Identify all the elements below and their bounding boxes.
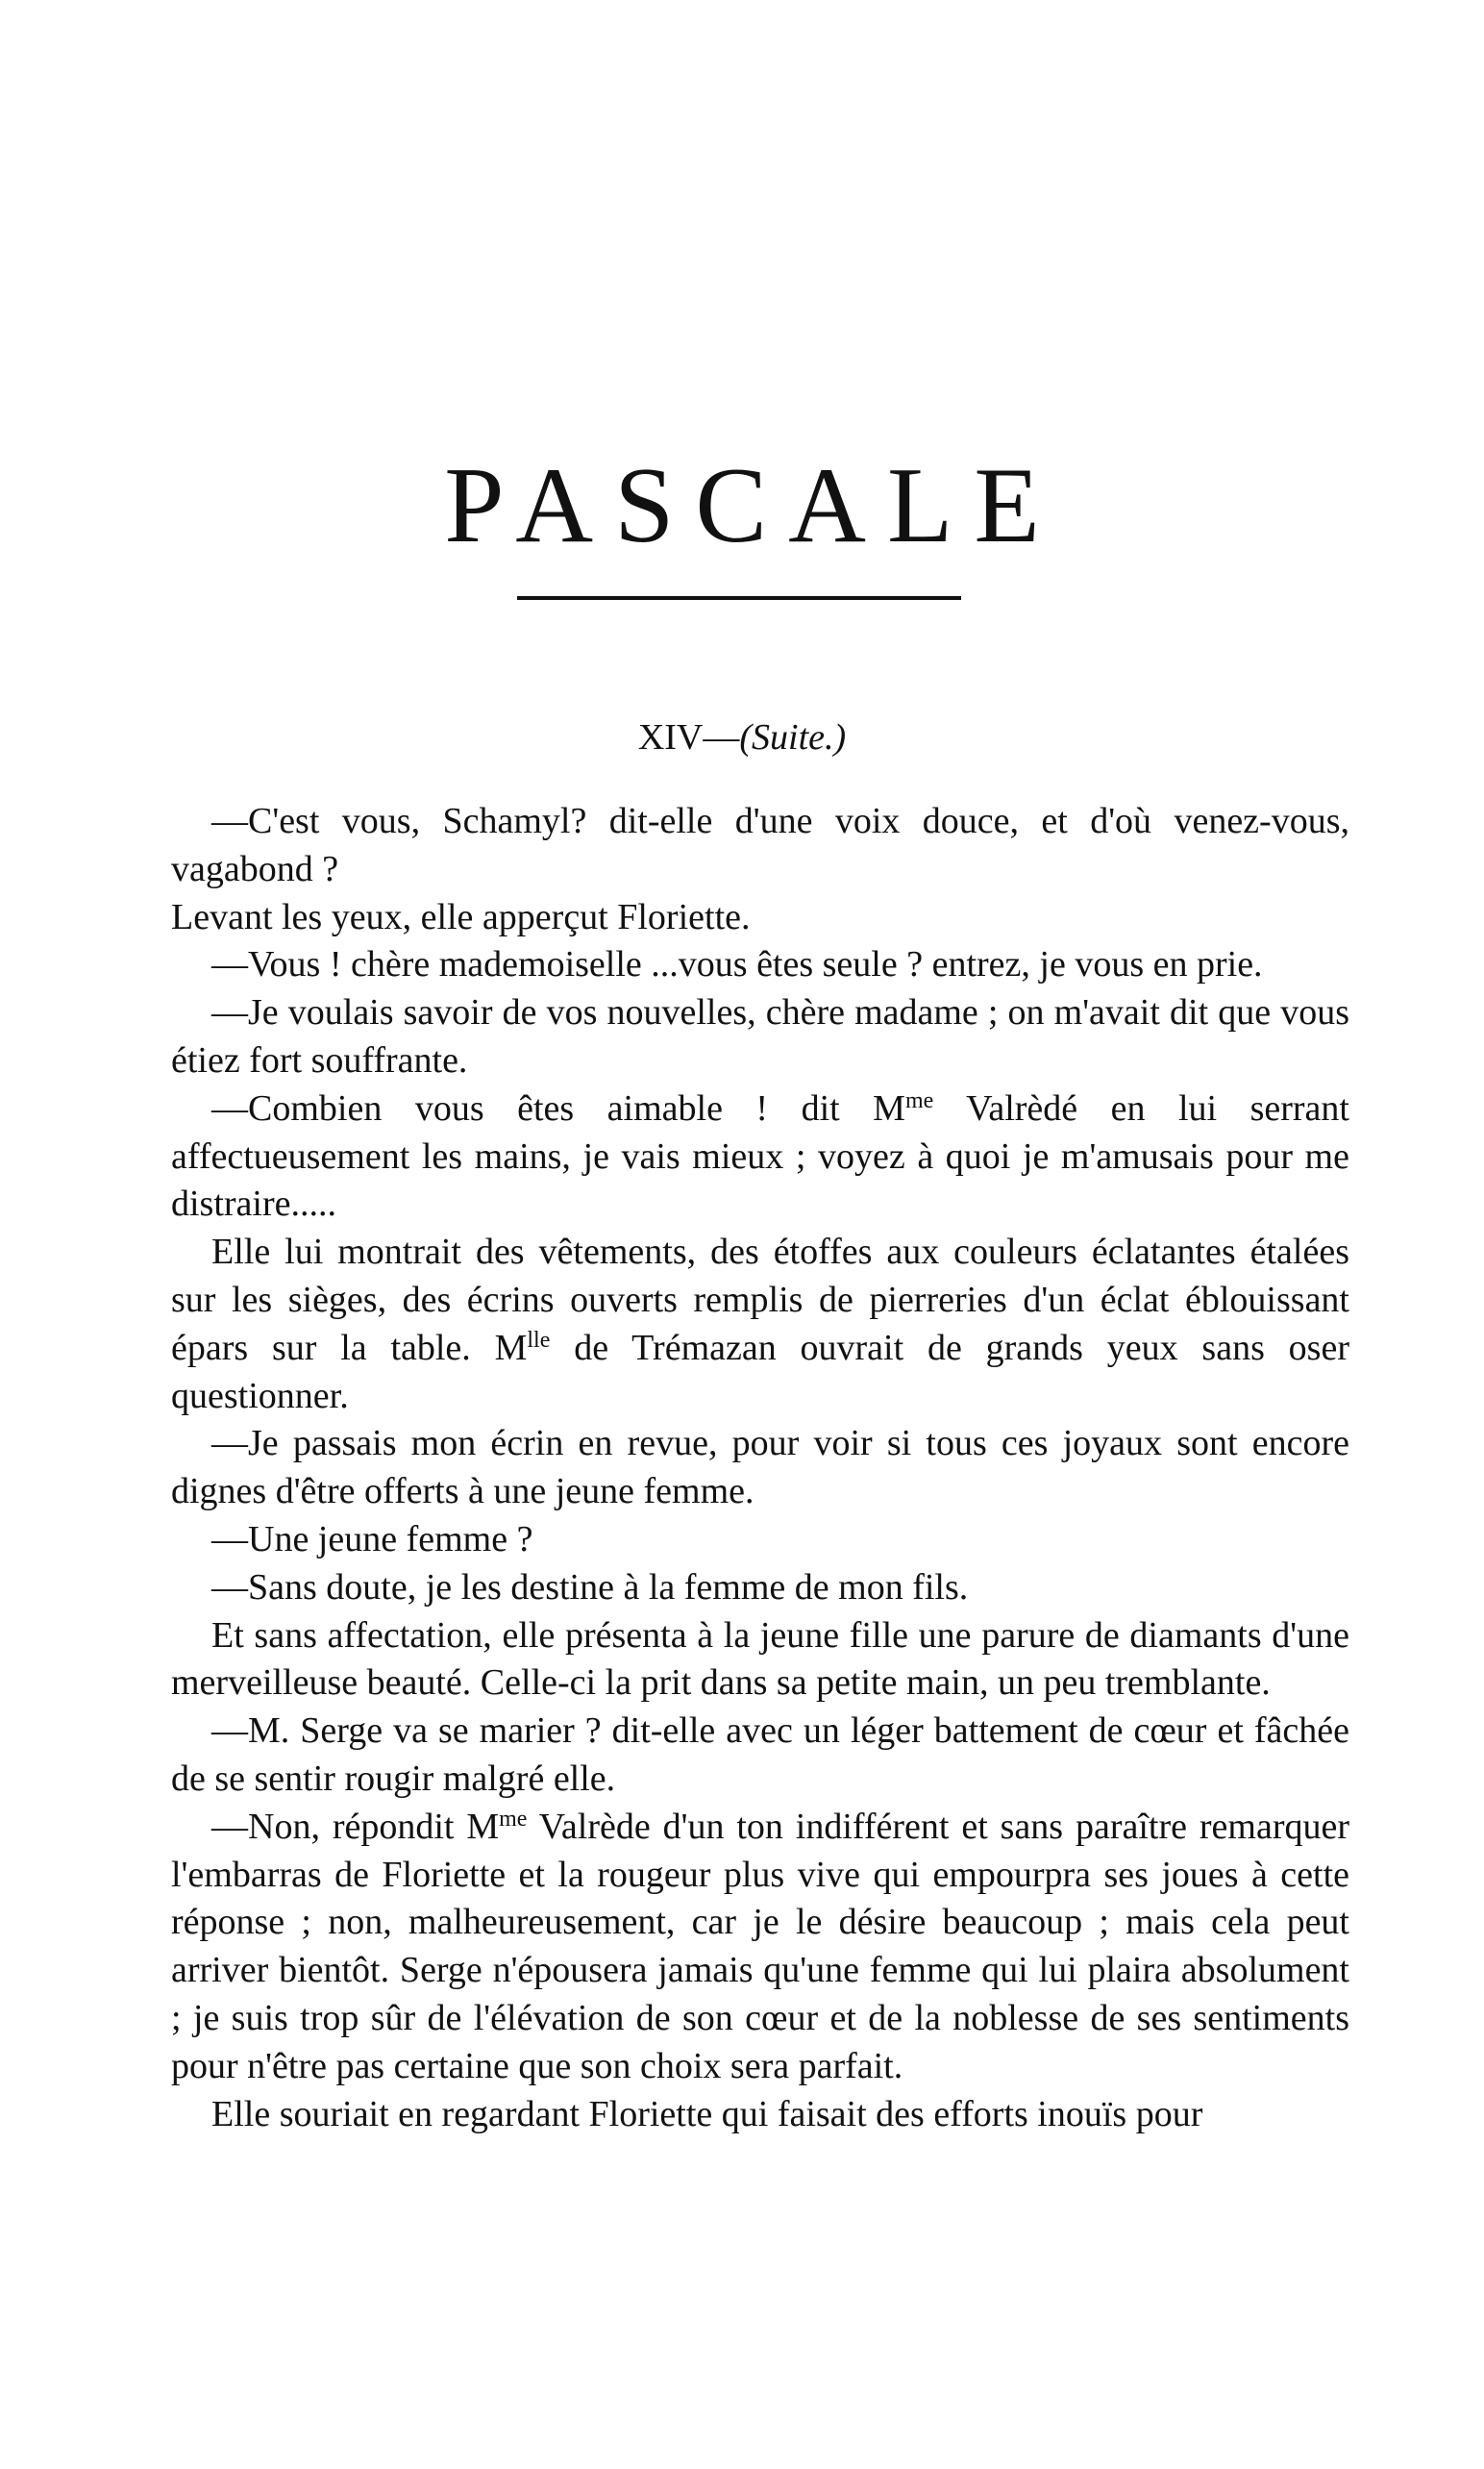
chapter-subtitle: (Suite.) <box>739 717 847 758</box>
paragraph: —C'est vous, Schamyl? dit-elle d'une voix douce, et d'où venez-vous, vagabond ? <box>171 801 1349 889</box>
body-text <box>171 798 1349 2138</box>
page-title: PASCALE <box>444 446 1061 566</box>
paragraph: Levant les yeux, elle apperçut Floriette. <box>171 896 751 937</box>
paragraph-text: de Trémazan ouvrait de grands yeux sans oser questionner. <box>171 1327 1349 1416</box>
paragraph: Et sans affectation, elle présenta à la jeune fille une parure de diamants d'une merveilleuse beauté. Celle-ci la prit dans sa petite main, un peu tremblante. <box>171 1614 1349 1704</box>
paragraph <box>171 1085 1349 1229</box>
title-divider <box>517 596 961 600</box>
paragraph: —Vous ! chère mademoiselle ...vous êtes seule ? entrez, je vous en prie. <box>211 944 1263 985</box>
paragraph: —Je passais mon écrin en revue, pour voir si tous ces joyaux sont encore dignes d'être offerts à une jeune femme. <box>171 1423 1349 1512</box>
paragraph: —M. Serge va se marier ? dit-elle avec un léger battement de cœur et fâchée de se sentir rougir malgré elle. <box>171 1710 1349 1799</box>
abbreviation-superscript: me <box>499 1806 528 1832</box>
chapter-heading <box>0 716 1484 761</box>
abbreviation-superscript: lle <box>527 1327 551 1353</box>
paragraph-text: Valrède d'un ton indifférent et sans paraître remarquer l'embarras de Floriette et la rougeur plus vive qui empourpra ses joues à cette réponse ; non, malheureusement, car je le désire beaucoup ; mais cela peut arriver bientôt. Serge n'épousera jamais qu'une femme qui lui plaira absolument ; je suis trop sûr de l'élévation de son cœur et de la noblesse de ses sentiments pour n'être pas certaine que son choix sera parfait. <box>171 1806 1349 2086</box>
paragraph-text: Elle lui montrait des vêtements, des étoffes aux couleurs éclatantes étalées sur les sièges, des écrins ouverts remplis de pierreries d'un éclat éblouissant épars sur la table. M <box>171 1232 1349 1368</box>
paragraph: —Une jeune femme ? <box>211 1518 533 1559</box>
paragraph: Elle souriait en regardant Floriette qui faisait des efforts inouïs pour <box>211 2093 1203 2134</box>
paragraph <box>171 1804 1349 2091</box>
paragraph: —Je voulais savoir de vos nouvelles, chère madame ; on m'avait dit que vous étiez fort souffrante. <box>171 992 1349 1081</box>
paragraph <box>171 1229 1349 1420</box>
paragraph-text: Valrèdé en lui serrant affectueusement les mains, je vais mieux ; voyez à quoi je m'amusais pour me distraire..... <box>171 1087 1349 1225</box>
abbreviation-superscript: me <box>904 1087 934 1113</box>
paragraph-text: —Combien vous êtes aimable ! dit M <box>211 1087 905 1129</box>
paragraph: —Sans doute, je les destine à la femme de mon fils. <box>211 1566 969 1608</box>
chapter-number: XIV— <box>637 717 740 758</box>
paragraph-text: —Non, répondit M <box>211 1806 500 1847</box>
